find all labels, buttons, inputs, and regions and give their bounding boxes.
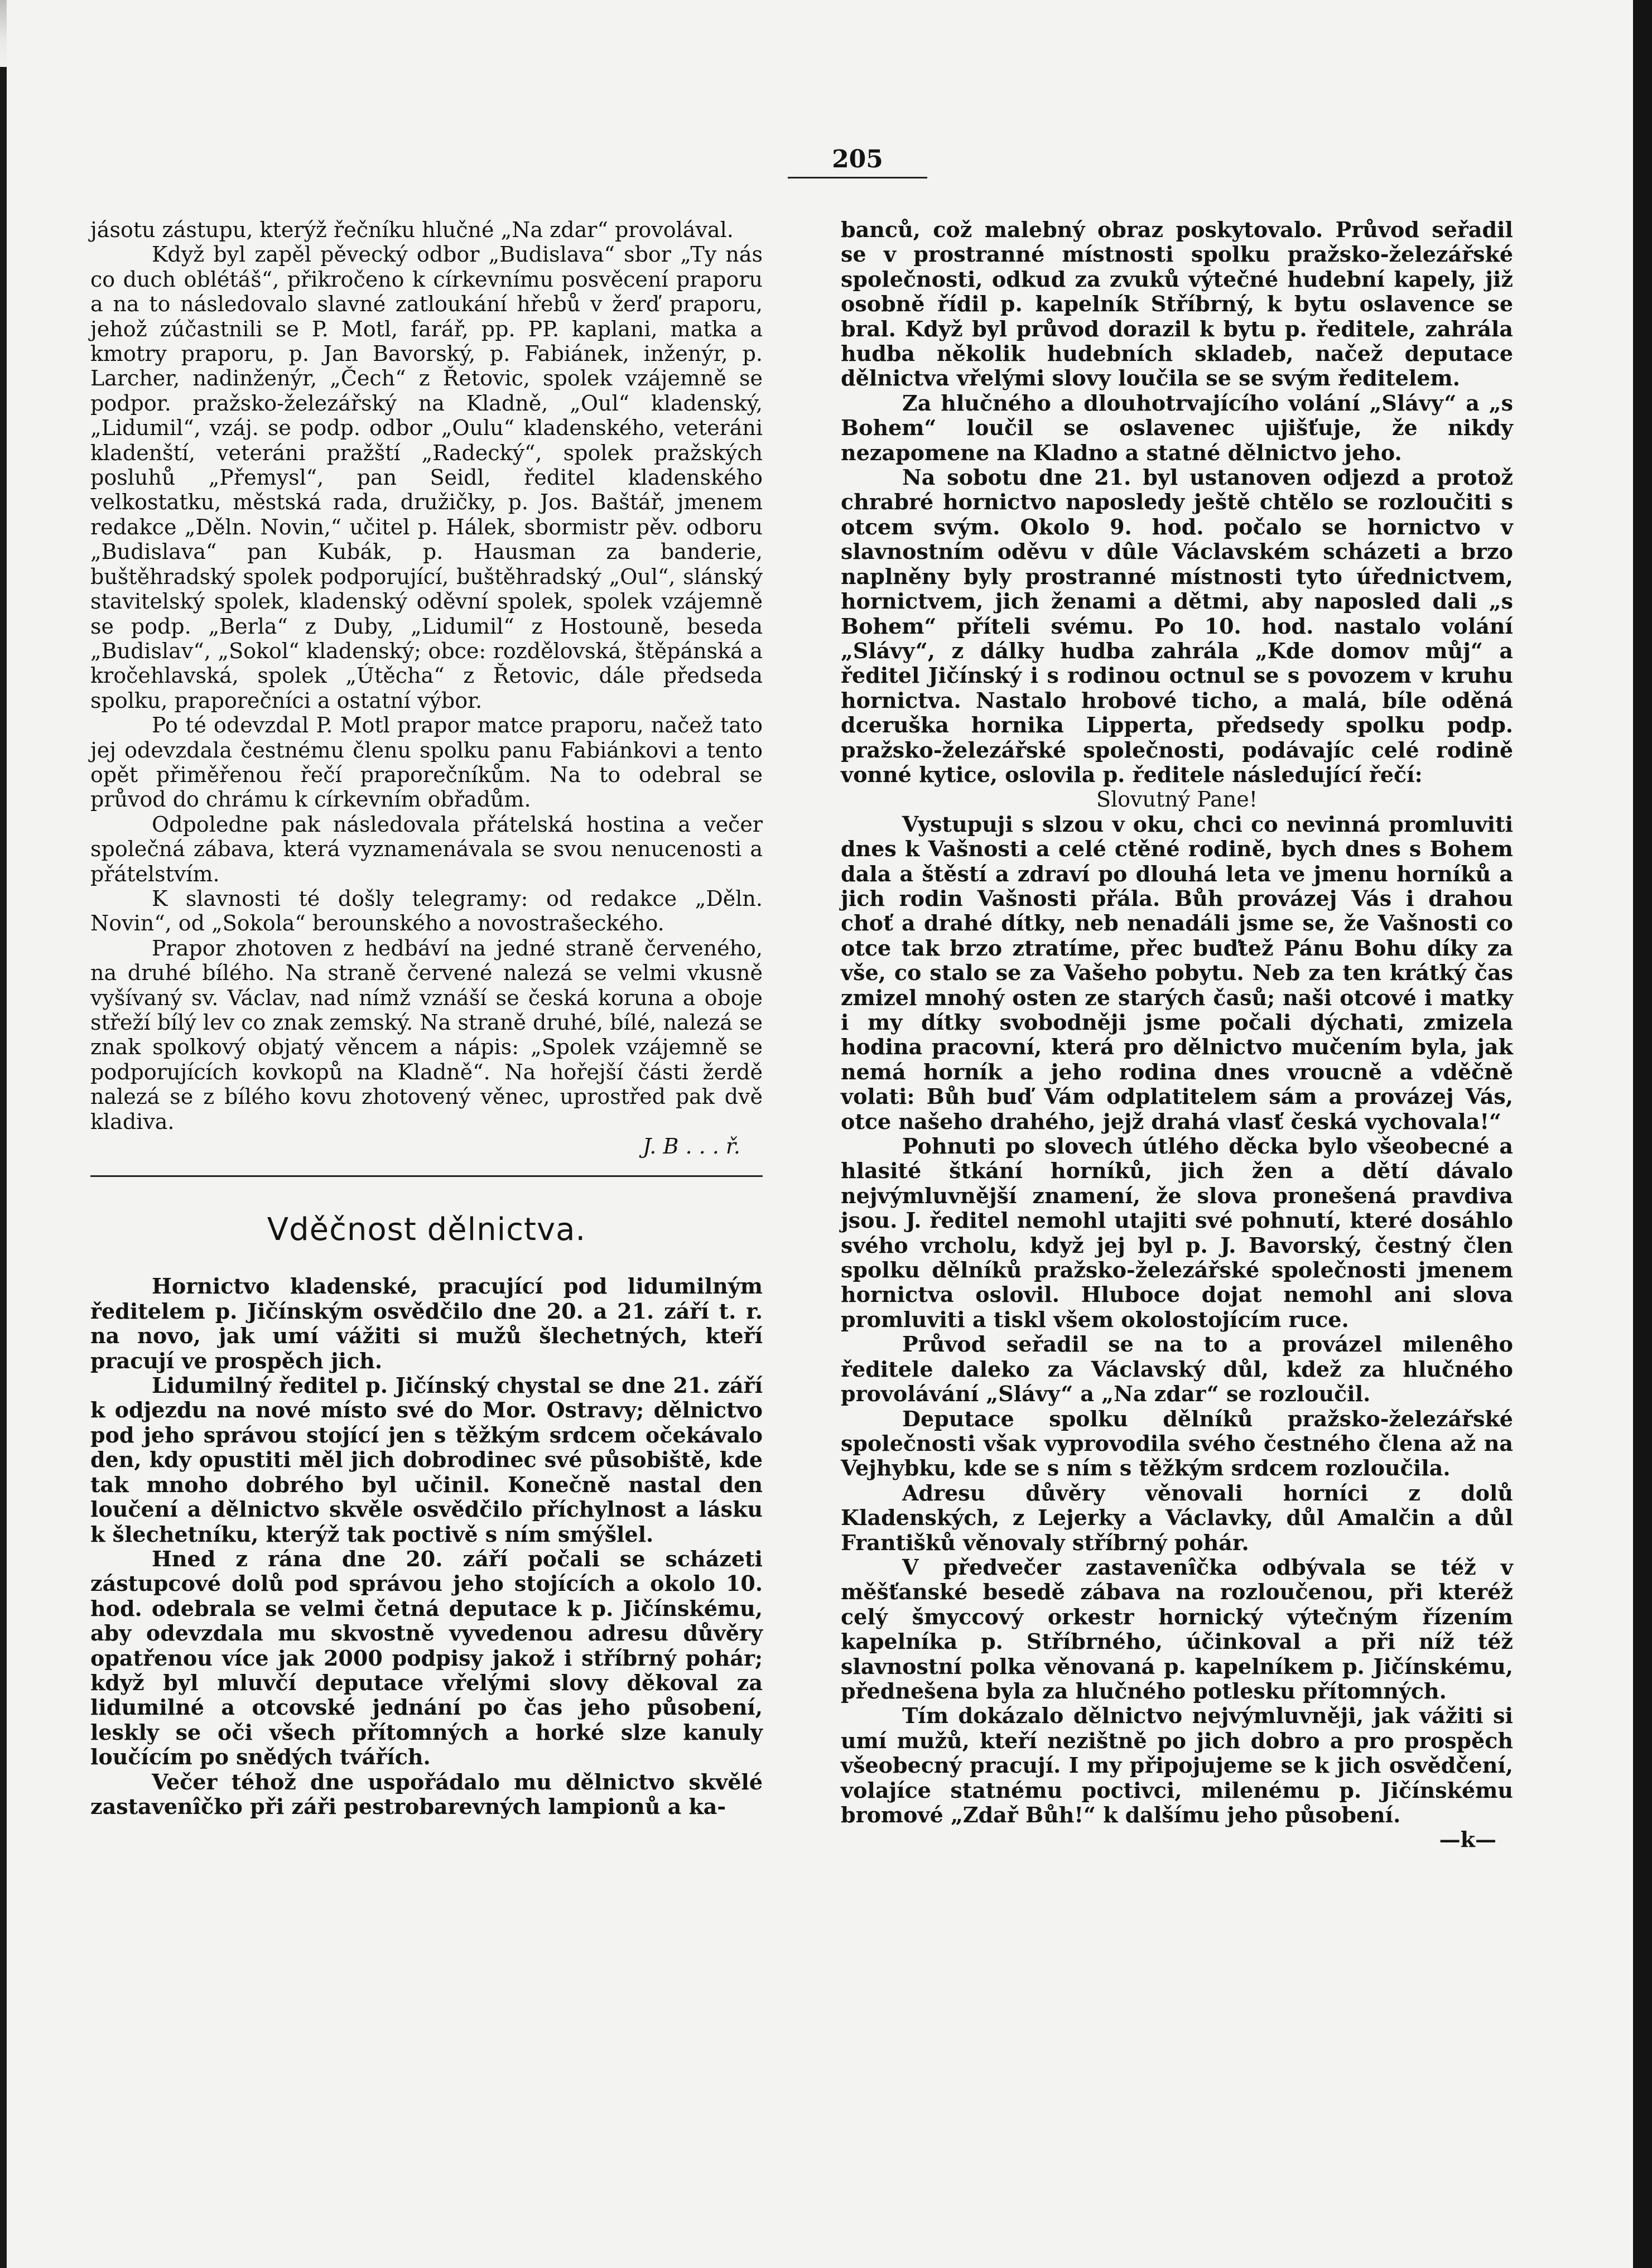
author-signature: —k—: [1439, 1827, 1496, 1852]
paragraph: Průvod seřadil se na to a provázel milenêho ředitele daleko za Václavský důl, kdež za hlučného provolávání „Slávy“ a „Na zdar“ se rozloučil.: [841, 1331, 1513, 1407]
section-divider: [90, 1175, 763, 1177]
paragraph: Adresu důvěry věnovali horníci z dolů Kladenských, z Lejerky a Václavky, důl Amalčin a důl Františků věnovaly stříbrný pohár.: [841, 1480, 1513, 1555]
paragraph: Tím dokázalo dělnictvo nejvýmluvněji, jak vážiti si umí mužů, kteří nezištně po jich dobro a pro prospěch všeobecný pracují. I my připojujeme se k jich osvědčení, volajíce statnému poctivci, milenému p. Jičínskému bromové „Zdař Bůh!“ k dalšímu jeho působení.: [841, 1703, 1513, 1827]
speech-salutation: Slovutný Pane!: [1096, 787, 1258, 812]
paragraph: Lidumilný ředitel p. Jičínský chystal se dne 21. září k odjezdu na nové místo své do Mor. Ostravy; dělnictvo pod jeho správou stojící jen s těžkým srdcem očekávalo den, kdy opustiti měl jich dobrodinec své působiště, kde tak mnoho dobrého byl učinil. Konečně nastal den loučení a dělnictvo skvěle osvědčilo příchylnost a lásku k šlechetníku, kterýž tak poctivě s ním smýšlel.: [90, 1373, 763, 1547]
paragraph: Hornictvo kladenské, pracující pod lidumilným ředitelem p. Jičínským osvědčilo dne 20. a 21. září t. r. na novo, jak umí vážiti si mužů šlechetných, kteří pracují ve prospěch jich.: [90, 1273, 763, 1373]
scan-border: [1633, 0, 1652, 2268]
section-title: Vděčnost dělnictva.: [267, 1212, 586, 1248]
paragraph: Hned z rána dne 20. září počali se scházeti zástupcové dolů pod správou jeho stojících a okolo 10. hod. odebrala se velmi četná deputace k p. Jičínskému, aby odevzdala mu skvostně vyvedenou adresu důvěry opatřenou více jak 2000 podpisy jakož i stříbrný pohár; když byl mluvčí deputace vřelými slovy děkoval za lidumilné a otcovské jednání po čas jeho působení, leskly se oči všech přítomných a horké slze kanuly loučícím po snědých tvářích.: [90, 1546, 763, 1770]
paragraph: K slavnosti té došly telegramy: od redakce „Děln. Novin“, od „Sokola“ berounského a novostrašeckého.: [90, 886, 763, 936]
document-page: [7, 0, 1633, 2268]
right-column: [841, 218, 1513, 1852]
paragraph: Za hlučného a dlouhotrvajícího volání „Slávy“ a „s Bohem“ loučil se oslavenec ujišťuje, že nikdy nezapomene na Kladno a statné dělnictvo jeho.: [841, 390, 1513, 465]
paragraph: V předvečer zastavenîčka odbývala se též v měšťanské besedě zábava na rozloučenou, při kteréž celý šmyccový orkestr hornický výtečným řízením kapelníka p. Stříbrného, účinkoval a při níž též slavnostní polka věnovaná p. kapelníkem p. Jičínskému, přednešena byla za hlučného potlesku přítomných.: [841, 1554, 1513, 1704]
paragraph: jásotu zástupu, kterýž řečníku hlučné „Na zdar“ provolával.: [90, 218, 734, 242]
paragraph: Pohnuti po slovech útlého děcka bylo všeobecné a hlasité štkání horníků, jich žen a dětí dávalo nejvýmluvnější znamení, že slova pronešená pravdiva jsou. J. ředitel nemohl utajiti své pohnutí, které dosáhlo svého vrcholu, když jej byl p. J. Bavorský, čestný člen spolku dělníků pražsko-železářské společnosti jmenem hornictva oslovil. Hluboce dojat nemohl ani slova promluviti a tiskl všem okolostojícím ruce.: [841, 1133, 1513, 1332]
section-body-end: [841, 812, 1513, 1828]
section-body: [90, 1274, 763, 1819]
page-number: 205: [788, 145, 927, 178]
paragraph: Večer téhož dne uspořádalo mu dělnictvo skvělé zastavenîčko při záři pestrobarevných lampionů a ka-: [90, 1769, 763, 1819]
paragraph: Deputace spolku dělníků pražsko-železářské společnosti však vyprovodila svého čestného člena až na Vejhybku, kde se s ním s těžkým srdcem rozloučila.: [841, 1406, 1513, 1481]
paragraph: Na sobotu dne 21. byl ustanoven odjezd a protož chrabré hornictvo naposledy ještě chtělo se rozloučiti s otcem svým. Okolo 9. hod. počalo se hornictvo v slavnostním oděvu v dûle Václavském scházeti a brzo naplněny byly prostranné místnosti tyto úřednictvem, hornictvem, jich ženami a dětmi, aby naposled dali „s Bohem“ příteli svému. Po 10. hod. nastalo volání „Slávy“, z dálky hudba zahrála „Kde domov můj“ a ředitel Jičínský i s rodinou octnul se s povozem v kruhu hornictva. Nastalo hrobové ticho, a malá, bíle oděná dceruška hornika Lipperta, předsedy spolku podp. pražsko-železářské společnosti, podávajíc celé rodině vonné kytice, oslovila p. ředitele následující řečí:: [841, 465, 1513, 787]
author-signature: J. B . . . ř.: [643, 1134, 740, 1159]
section-body-continued: [841, 218, 1513, 787]
paragraph: Prapor zhotoven z hedbáví na jedné straně červeného, na druhé bílého. Na straně červené nalezá se velmi vkusně vyšívaný sv. Václav, nad nímž vznáší se česká koruna a oboje střeží bílý lev co znak zemský. Na straně druhé, bílé, nalezá se znak spolkový objatý věncem a nápis: „Spolek vzájemně se podporujících kovkopů na Kladně“. Na hořejší části žerdě nalezá se z bílého kovu zhotovený věnec, uprostřed pak dvě kladiva.: [90, 935, 763, 1134]
paragraph: Po té odevzdal P. Motl prapor matce praporu, načež tato jej odevzdala čestnému členu spolku panu Fabiánkovi a tento opět přiměřenou řečí praporečníkům. Na to odebral se průvod do chrámu k církevním obřadům.: [90, 713, 763, 812]
paragraph: Vystupuji s slzou v oku, chci co nevinná promluviti dnes k Vašnosti a celé ctěné rodině, bych dnes s Bohem dala a štěstí a zdraví po dlouhá leta ve jmenu horníků a jich rodin Vašnosti přála. Bůh provázej Vás i drahou choť a drahé dítky, neb nenadáli jsme se, že Vašnosti co otce tak brzo ztratíme, přec buďtež Pánu Bohu díky za vše, co stalo se za Vašeho pobytu. Neb za ten krátký čas zmizel mnohý osten ze starých časů; naši otcové i matky i my dítky svobodněji jsme počali dýchati, zmizela hodina pracovní, která pro dělnictvo mučením byla, jak nemá horník a jeho rodina dnes vroucně a vděčně volati: Bůh buď Vám odplatitelem sám a provázej Vás, otce našeho drahého, jejž drahá vlasť česká vychovala!“: [841, 811, 1513, 1134]
paragraph: banců, což malebný obraz poskytovalo. Průvod seřadil se v prostranné místnosti spolku pražsko-železářské společnosti, odkud za zvuků výtečné hudební kapely, již osobně řídil p. kapelník Stříbrný, k bytu oslavence se bral. Když byl průvod dorazil k bytu p. ředitele, zahrála hudba několik hudebních skladeb, načež deputace dělnictva vřelými slovy loučila se se svým ředitelem.: [841, 217, 1513, 391]
left-column: [90, 218, 763, 1819]
paragraph: Odpoledne pak následovala přátelská hostina a večer společná zábava, která vyznamenávala se svou nenucenosti a přátelstvím.: [90, 812, 763, 886]
paragraph: Když byl zapěl pěvecký odbor „Budislava“ sbor „Ty nás co duch oblétáš“, přikročeno k církevnímu posvěcení praporu a na to následovalo slavné zatloukání hřebů v žerď praporu, jehož zúčastnili se P. Motl, farář, pp. PP. kaplani, matka a kmotry praporu, p. Jan Bavorský, p. Fabiánek, inženýr, p. Larcher, nadinženýr, „Čech“ z Řetovic, spolek vzájemně se podpor. pražsko-železářský na Kladně, „Oul“ kladenský, „Lidumil“, vzáj. se podp. odbor „Oulu“ kladenského, veteráni kladenští, veteráni pražští „Radecký“, spolek pražských posluhů „Přemysl“, pan Seidl, ředitel kladenského velkostatku, městská rada, družičky, p. Jos. Baštář, jmenem redakce „Děln. Novin,“ učitel p. Hálek, sbormistr pěv. odboru „Budislava“ pan Kubák, p. Hausman za banderie, buštěhradský spolek podporující, buštěhradský „Oul“, slánský stavitelský spolek, kladenský oděvní spolek, spolek vzájemně se podp. „Berla“ z Duby, „Lidumil“ z Hostouně, beseda „Budislav“, „Sokol“ kladenský; obce: rozdělovská, štěpánská a kročehlavská, spolek „Útěcha“ z Řetovic, dále předseda spolku, praporečníci a ostatní výbor.: [90, 242, 763, 713]
